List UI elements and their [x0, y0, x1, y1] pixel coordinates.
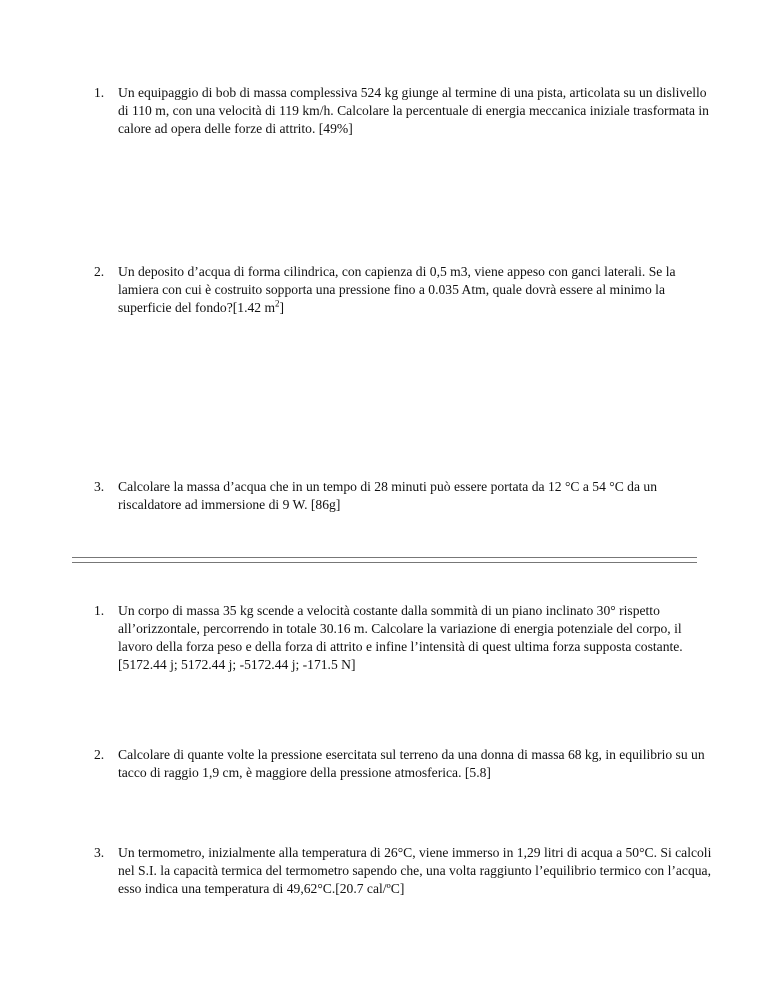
problem-3-section-2: [94, 844, 714, 898]
problem-1-section-2: [94, 602, 714, 674]
problem-text: Calcolare la massa d’acqua che in un tempo di 28 minuti può essere portata da 12 °C a 54 °C da un riscaldatore ad immersione di 9 W. [86g]: [118, 479, 657, 512]
problem-2-section-2: [94, 746, 714, 782]
problem-text-suffix: ]: [279, 300, 285, 315]
problem-text: Un termometro, inizialmente alla temperatura di 26°C, viene immerso in 1,29 litri di acqua a 50°C. Si calcoli nel S.I. la capacità termica del termometro sapendo che, una volta raggiunto l’equilibrio termico con l’acqua, esso indica una temperatura di 49,62°C.[20.7 cal/ºC]: [118, 845, 712, 896]
problem-2-section-1: [94, 263, 714, 317]
problem-text: Un corpo di massa 35 kg scende a velocità costante dalla sommità di un piano inclinato 30° rispetto all’orizzontale, percorrendo in totale 30.16 m. Calcolare la variazione di energia potenziale del corpo, il lavoro della forza peso e della forza di attrito e infine l’intensità di quest ultima forza supposta costante. [5172.44 j; 5172.44 j; -5172.44 j; -171.5 N]: [118, 603, 683, 672]
problem-3-section-1: [94, 478, 714, 514]
problem-number: 1.: [94, 603, 105, 618]
problem-number: 1.: [94, 85, 105, 100]
problem-text-main: Un deposito d’acqua di forma cilindrica, con capienza di 0,5 m3, viene appeso con ganci laterali. Se la lamiera con cui è costruito sopporta una pressione fino a 0.035 Atm, quale dovrà essere al minimo la superficie del fondo?[1.42 m: [118, 264, 676, 315]
problem-number: 2.: [94, 264, 105, 279]
section-divider: [72, 557, 697, 563]
problem-number: 2.: [94, 747, 105, 762]
problem-number: 3.: [94, 845, 105, 860]
problem-text: [118, 263, 714, 317]
problem-text: Calcolare di quante volte la pressione esercitata sul terreno da una donna di massa 68 kg, in equilibrio su un tacco di raggio 1,9 cm, è maggiore della pressione atmosferica. [5.8]: [118, 747, 705, 780]
problem-number: 3.: [94, 479, 105, 494]
problem-text: Un equipaggio di bob di massa complessiva 524 kg giunge al termine di una pista, articolata su un dislivello di 110 m, con una velocità di 119 km/h. Calcolare la percentuale di energia meccanica iniziale trasformata in calore ad opera delle forze di attrito. [49%]: [118, 85, 709, 136]
superscript-exponent: 2: [275, 298, 280, 309]
problem-1-section-1: [94, 84, 714, 138]
